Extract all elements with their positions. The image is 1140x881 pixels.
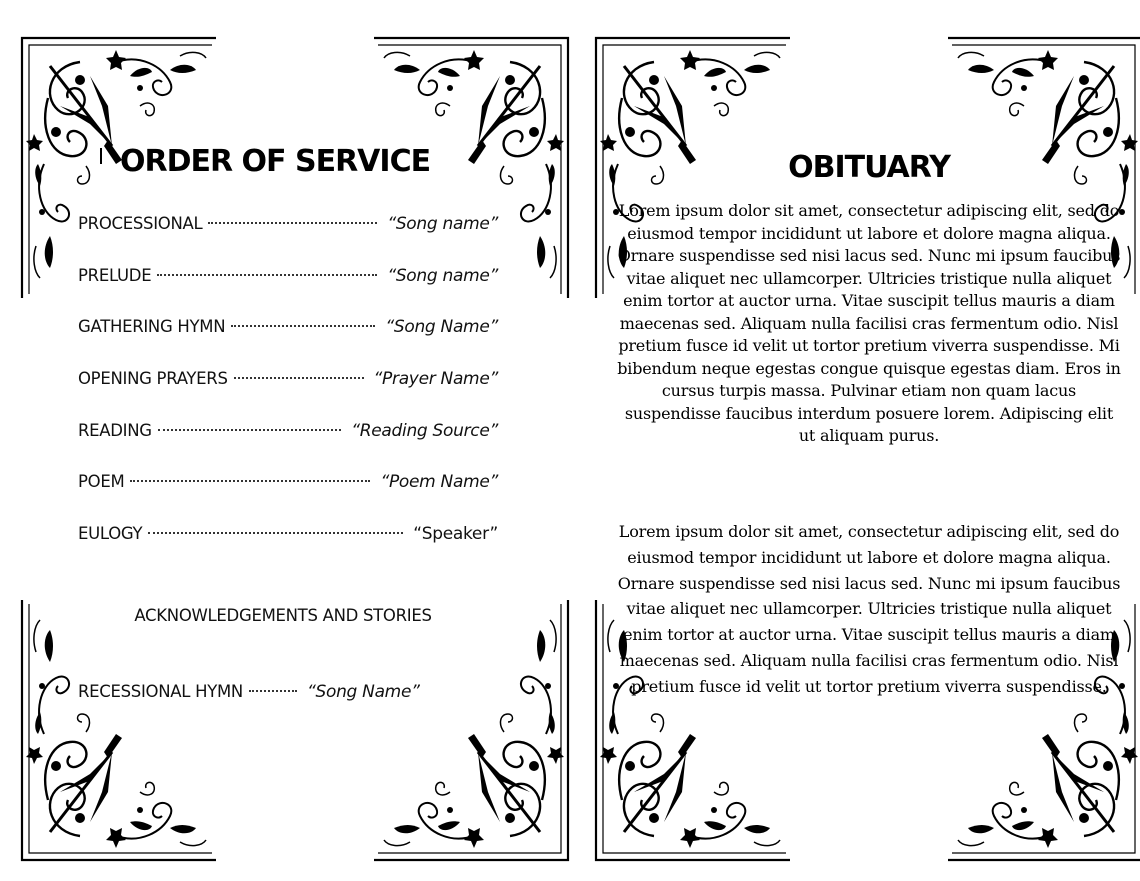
program-item-opening-prayers xyxy=(78,369,498,421)
program-item-value: “Speaker” xyxy=(413,524,498,545)
obituary-paragraph: Lorem ipsum dolor sit amet, consectetur adipiscing elit, sed do eiusmod tempor incididunt ut labore et dolore magna aliqua. Ornare suspendisse sed nisi lacus sed. Nunc mi ipsum faucibus vitae aliquet nec ullamcorper. Ultricies tristique nulla aliquet enim tortor at auctor urna. Vitae suscipit tellus mauris a diam maecenas sed. Aliquam nulla facilisi cras fermentum odio. Nisl pretium fusce id velit ut tortor pretium viverra suspendisse. Mi bibendum neque egestas congue quisque egestas diam. Eros in cursus turpis massa. Pulvinar etiam non quam lacus suspendisse faucibus interdum posuere lorem. Adipiscing elit ut aliquam purus. xyxy=(617,201,1121,445)
service-program-list xyxy=(78,214,498,576)
program-item-value: “Song name” xyxy=(387,265,498,286)
obituary-panel xyxy=(594,36,1140,862)
program-item-poem xyxy=(78,472,498,524)
program-item-reading xyxy=(78,421,498,473)
obituary-paragraph: Lorem ipsum dolor sit amet, consectetur adipiscing elit, sed do eiusmod tempor incididunt ut labore et dolore magna aliqua. Ornare suspendisse sed nisi lacus sed. Nunc mi ipsum faucibus vitae aliquet nec ullamcorper. Ultricies tristique nulla aliquet enim tortor at auctor urna. Vitae suscipit tellus mauris a diam maecenas sed. Aliquam nulla facilisi cras fermentum odio. Nisl pretium fusce id velit ut tortor pretium viverra suspendisse. xyxy=(617,522,1121,696)
program-item-value: “Prayer Name” xyxy=(373,369,498,390)
order-of-service-panel xyxy=(20,36,570,862)
floral-corner-icon xyxy=(374,600,570,862)
dotted-leader xyxy=(157,274,377,276)
floral-corner-icon xyxy=(20,600,216,862)
program-item-value: “Poem Name” xyxy=(380,472,498,493)
program-item-label: RECESSIONAL HYMN xyxy=(78,682,243,701)
program-item-eulogy xyxy=(78,524,498,576)
program-item-prelude xyxy=(78,266,498,318)
order-of-service-title: ORDER OF SERVICE xyxy=(120,144,431,179)
program-item-value: “Song name” xyxy=(387,214,498,234)
dotted-leader xyxy=(249,690,297,692)
program-item-label: PROCESSIONAL xyxy=(78,214,203,233)
program-item-label: POEM xyxy=(78,472,125,492)
dotted-leader xyxy=(231,325,375,327)
program-item-processional xyxy=(78,214,498,266)
program-item-gathering-hymn xyxy=(78,317,498,369)
program-item-label: READING xyxy=(78,420,152,440)
recessional-list xyxy=(78,682,498,702)
program-item-value: “Song Name” xyxy=(306,682,420,702)
program-item-label: OPENING PRAYERS xyxy=(78,369,228,389)
program-item-label: EULOGY xyxy=(78,524,143,544)
dotted-leader xyxy=(148,532,403,534)
obituary-title: OBITUARY xyxy=(788,150,950,185)
program-item-label: GATHERING HYMN xyxy=(78,317,226,337)
acknowledgements-heading: ACKNOWLEDGEMENTS AND STORIES xyxy=(134,606,432,625)
program-item-value: “Song Name” xyxy=(385,317,498,338)
program-item-recessional-hymn xyxy=(78,682,498,702)
dotted-leader xyxy=(208,222,377,224)
dotted-leader xyxy=(234,377,364,379)
program-item-label: PRELUDE xyxy=(78,265,152,285)
program-item-value: “Reading Source” xyxy=(351,420,498,441)
dotted-leader xyxy=(130,480,370,482)
dotted-leader xyxy=(158,429,341,431)
